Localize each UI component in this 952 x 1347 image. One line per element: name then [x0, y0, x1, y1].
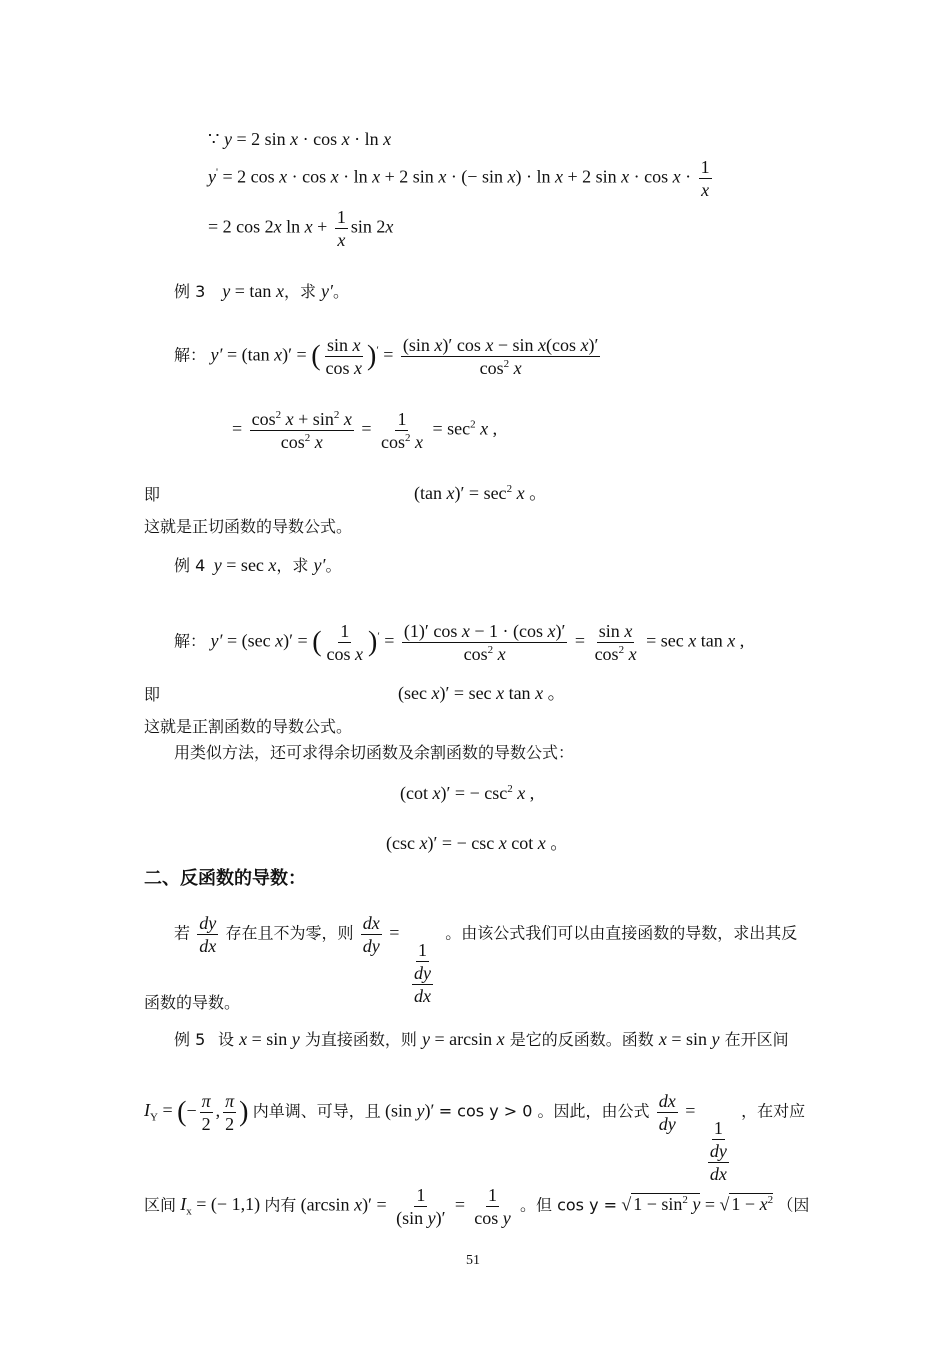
- section2-paragraph-end: 函数的导数。: [144, 993, 241, 1012]
- example3-note: 这就是正切函数的导数公式。: [144, 517, 353, 536]
- example4-problem: 例 4 y = sec x，求 y′。: [174, 555, 342, 575]
- example3-step2: = $\frac{\cos^2 x + \sin^2 x}{\cos^2 x}$ = $\frac{1}{\cos^2 x}$ = $\sec^2 x$ ,: [232, 409, 498, 452]
- example3-problem: 例 3 y = tan x，求 y′。: [174, 281, 349, 301]
- cot-derivative: (cot x)′ = − $\csc^2 x$ ,: [400, 783, 535, 803]
- csc-derivative: (csc x)′ = − csc x cot x 。: [386, 833, 569, 853]
- example5-label: 例 5: [174, 1030, 206, 1049]
- page-number: 51: [466, 1253, 480, 1268]
- example4-label: 例 4: [174, 556, 206, 575]
- example5-line3: 区间 $I_x$ = (− 1,1) 内有 (arcsin x)′ = $\frac{1}{\text{(sin y)′}}$ = $\frac{1}{\text{cos y}}$ 。但 cos y = √ $1 - \sin^2 y$ = √ $1 - x^2$ （因: [144, 1185, 810, 1228]
- example3-result: (tan $x)' = \sec^2 x$ 。: [414, 483, 548, 503]
- example3-label: 例 3: [174, 282, 206, 301]
- eq-line-1: ∵ y = 2 sin x · cos x · ln x: [208, 129, 392, 149]
- example5-line2: $I_Y$ = (− $\frac{\pi}{2}$ , $\frac{\pi}{2}$ ) 内单调、可导，且 (sin y)′ = cos y > 0 。因此，由公式 $\frac{dx}{dy}$ = $\frac{1}{\frac{dy}{dx}}$ ，在对应: [144, 1091, 806, 1185]
- example4-ji: 即: [144, 685, 161, 704]
- eq-line-2: y' = 2 cos x · cos x · ln x + 2 sin x · (− sin x) · ln x + 2 sin x · cos x · $\frac{1}{x}$: [208, 157, 710, 200]
- solve-label-2: 解：: [174, 631, 207, 651]
- example4-note: 这就是正割函数的导数公式。: [144, 717, 353, 736]
- example4-result: (sec x)′ = sec x tan x 。: [398, 683, 566, 703]
- example4-step1: 解： y′ = (sec x)′ = ( $\frac{1}{\text{cos x}}$ )′ = $\frac{\text{(1)′ cos x − 1 · (cos x)′}}{\cos^2 x}$ = $\frac{\text{sin x}}{\cos^2 x}$ = sec x tan x ,: [174, 621, 745, 664]
- eq-line-3: = 2 cos 2x ln x + $\frac{1}{x}$ sin 2x: [208, 207, 394, 250]
- example3-step1: 解： y′ = (tan x)′ = ( $\frac{\text{sin x}}{\text{cos x}}$ )′ = $\frac{\text{(sin x)′ cos x − sin x(cos x)′}}{\cos^2 x}$: [174, 335, 599, 378]
- solve-label: 解：: [174, 345, 207, 365]
- section2-title: 二、反函数的导数：: [144, 868, 306, 889]
- example3-ji: 即: [144, 485, 161, 504]
- section2-paragraph: 若 $\frac{dy}{dx}$ 存在且不为零，则 $\frac{dx}{dy}$ = $\frac{1}{\frac{dy}{dx}}$ 。由该公式我们可以由直接函数的导数，求出其反: [174, 913, 798, 1007]
- similar-intro: 用类似方法，还可求得余切函数及余割函数的导数公式：: [174, 743, 575, 762]
- example5-line1: 例 5 设 x = sin y 为直接函数，则 y = arcsin x 是它的反函数。函数 x = sin y 在开区间: [174, 1029, 789, 1049]
